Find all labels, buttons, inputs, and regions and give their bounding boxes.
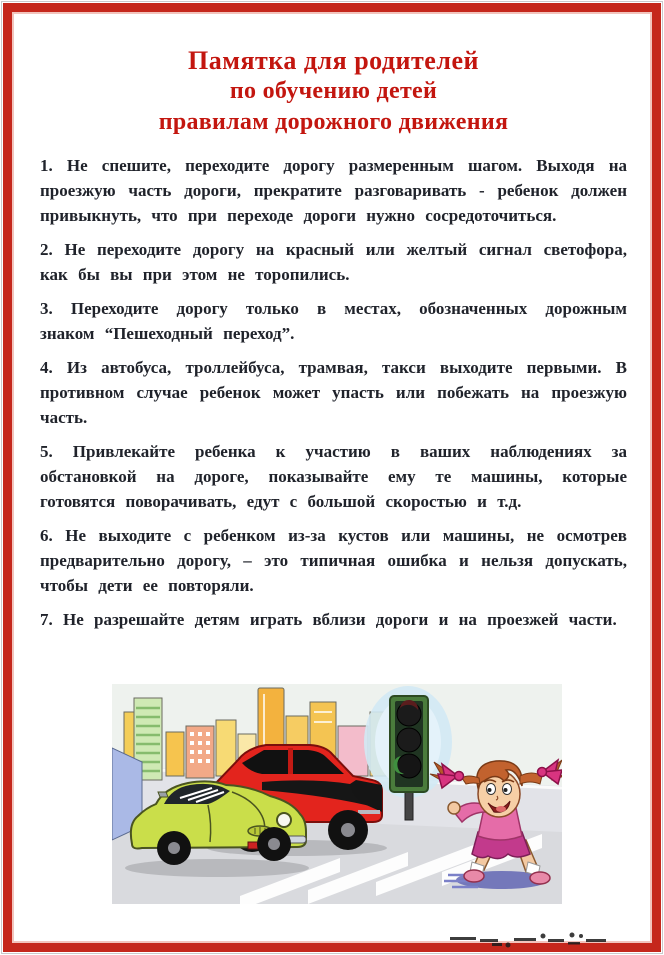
rule-5: 5. Привлекайте ребенка к участию в ваших наблюдениях за обстановкой на дороге, показывайте ему те машины, которые готовятся поворачивать, едут с большой скоростью и т.д. [40, 442, 627, 511]
rule-2: 2. Не переходите дорогу на красный или желтый сигнал светофора, как бы вы при этом не торопились. [40, 240, 627, 284]
street-scene-illustration [112, 684, 562, 904]
girl-hand [448, 802, 460, 814]
rule-3: 3. Переходите дорогу только в местах, обозначенных дорожным знаком “Пешеходный переход”. [40, 299, 627, 343]
page-title [40, 45, 627, 138]
street-scene-svg [112, 684, 562, 904]
memo-content [40, 12, 627, 641]
traffic-light-red [397, 702, 421, 726]
rule-1: 1. Не спешите, переходите дорогу размеренным шагом. Выходя на проезжую часть дороги, прекратите разговаривать - ребенок должен привыкнуть, что при переходе дороги нужно сосредоточиться. [40, 156, 627, 225]
rule-7: 7. Не разрешайте детям играть вблизи дороги и на проезжей части. [40, 610, 617, 629]
rules-list [40, 153, 627, 632]
traffic-light-green [397, 754, 421, 778]
green-car-headlight [277, 813, 291, 827]
watermark-smudge [448, 929, 638, 951]
rule-4: 4. Из автобуса, троллейбуса, трамвая, такси выходите первыми. В противном случае ребенок может упасть или побежать на проезжую часть. [40, 358, 627, 427]
girl-back-shoe [530, 872, 550, 884]
traffic-light-yellow [397, 728, 421, 752]
green-car-mirror [158, 792, 168, 797]
traffic-light-pole [405, 790, 413, 820]
title-line-1: Памятка для родителей [188, 46, 479, 75]
title-line-2: по обучению детей [229, 78, 438, 104]
title-line-3: правилам дорожного движения [158, 109, 509, 135]
rule-6: 6. Не выходите с ребенком из-за кустов или машины, не осмотрев предварительно дорогу, – это типичная ошибка и нельзя допускать, чтобы дети ее повторяли. [40, 526, 627, 595]
girl-front-shoe [464, 870, 484, 882]
